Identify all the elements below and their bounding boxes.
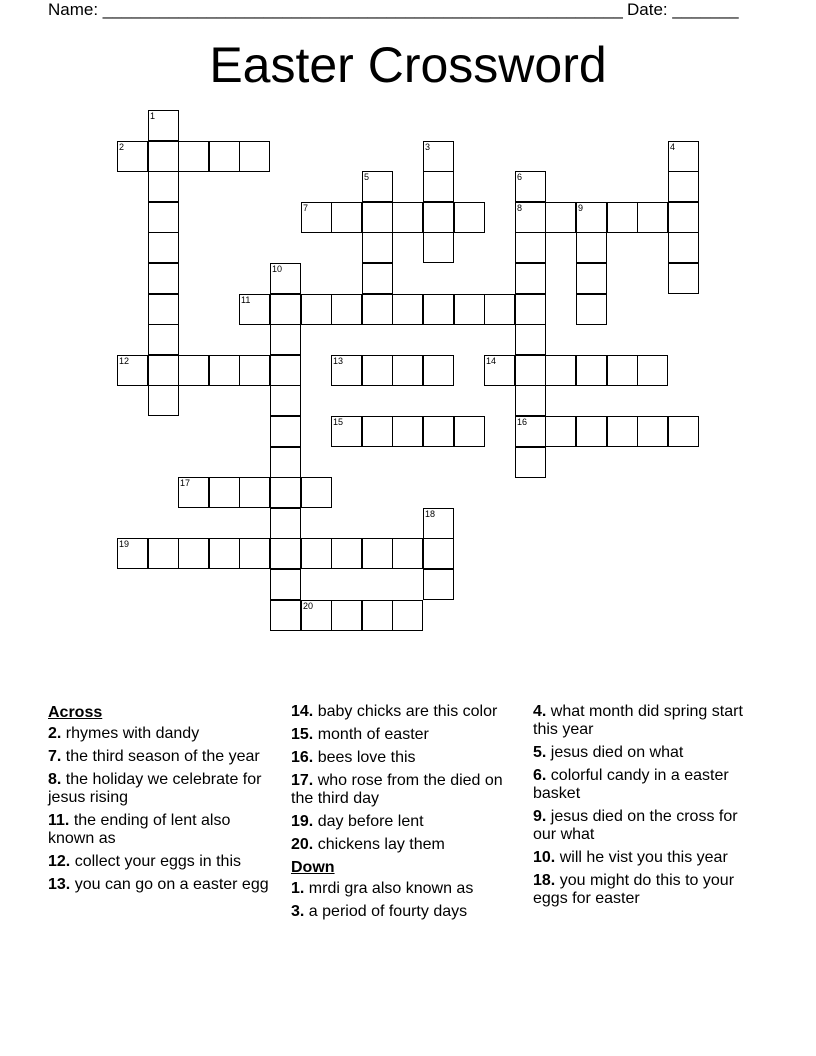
clue-across-8: 8. the holiday we celebrate for jesus rising xyxy=(48,771,262,806)
grid-cell[interactable] xyxy=(423,569,454,600)
grid-cell[interactable] xyxy=(301,294,332,325)
clue-down-18: 18. you might do this to your eggs for easter xyxy=(533,872,735,907)
grid-cell[interactable] xyxy=(362,263,393,294)
cell-number: 14 xyxy=(486,356,497,366)
grid-cell[interactable] xyxy=(515,324,546,355)
grid-cell[interactable] xyxy=(270,447,301,478)
grid-cell[interactable] xyxy=(392,600,423,631)
grid-cell[interactable] xyxy=(637,202,668,233)
clue-down-9: 9. jesus died on the cross for our what xyxy=(533,808,738,843)
clue-down-5: 5. jesus died on what xyxy=(533,744,684,761)
grid-cell[interactable] xyxy=(545,416,576,447)
grid-cell[interactable] xyxy=(270,416,301,447)
grid-cell[interactable] xyxy=(576,416,607,447)
clue-across-2: 2. rhymes with dandy xyxy=(48,725,200,742)
clue-down-6: 6. colorful candy in a easter basket xyxy=(533,767,729,802)
cell-number: 6 xyxy=(517,172,523,182)
cell-number: 18 xyxy=(425,509,436,519)
grid-cell[interactable] xyxy=(668,171,699,202)
clue-down-1: 1. mrdi gra also known as xyxy=(291,880,474,897)
cell-number: 4 xyxy=(670,142,676,152)
cell-number: 11 xyxy=(241,295,251,305)
cell-number: 16 xyxy=(517,417,528,427)
grid-cell[interactable] xyxy=(331,202,362,233)
cell-number: 10 xyxy=(272,264,283,274)
grid-cell[interactable] xyxy=(668,416,699,447)
grid-cell[interactable] xyxy=(301,538,332,569)
grid-cell[interactable] xyxy=(423,202,454,233)
grid-cell[interactable] xyxy=(270,538,301,569)
across-heading: Across xyxy=(48,704,103,721)
grid-cell[interactable] xyxy=(515,416,546,447)
cell-number: 9 xyxy=(578,203,584,213)
grid-cell[interactable] xyxy=(270,294,301,325)
grid-cell[interactable] xyxy=(454,294,485,325)
grid-cell[interactable] xyxy=(331,600,362,631)
cell-number: 19 xyxy=(119,539,130,549)
page-title: Easter Crossword xyxy=(209,37,607,93)
clue-down-3: 3. a period of fourty days xyxy=(291,903,468,920)
clue-down-4: 4. what month did spring start this year xyxy=(533,703,743,738)
grid-cell[interactable] xyxy=(301,600,332,631)
grid-cell[interactable] xyxy=(454,202,485,233)
grid-cell[interactable] xyxy=(239,294,270,325)
grid-cell[interactable] xyxy=(148,232,179,263)
grid-cell[interactable] xyxy=(392,416,423,447)
grid-cell[interactable] xyxy=(331,538,362,569)
clue-across-17: 17. who rose from the died on the third day xyxy=(291,772,503,807)
clue-across-14: 14. baby chicks are this color xyxy=(291,703,498,720)
grid-cell[interactable] xyxy=(239,355,270,386)
grid-cell[interactable] xyxy=(637,416,668,447)
grid-cell[interactable] xyxy=(178,355,209,386)
grid-cell[interactable] xyxy=(362,538,393,569)
grid-cell[interactable] xyxy=(607,202,638,233)
clue-across-7: 7. the third season of the year xyxy=(48,748,260,765)
grid-cell[interactable] xyxy=(239,141,270,172)
grid-cell[interactable] xyxy=(148,202,179,233)
grid-cell[interactable] xyxy=(423,141,454,172)
clue-across-11: 11. the ending of lent also known as xyxy=(48,812,231,847)
clue-column-1 xyxy=(48,703,278,899)
grid-cell[interactable] xyxy=(576,294,607,325)
grid-cell[interactable] xyxy=(239,477,270,508)
grid-cell[interactable] xyxy=(178,477,209,508)
grid-cell[interactable] xyxy=(270,355,301,386)
grid-cell[interactable] xyxy=(270,477,301,508)
grid-cell[interactable] xyxy=(515,202,546,233)
cell-number: 17 xyxy=(180,478,191,488)
cell-number: 5 xyxy=(364,172,370,182)
grid-cell[interactable] xyxy=(301,477,332,508)
grid-cell[interactable] xyxy=(576,355,607,386)
grid-cell[interactable] xyxy=(362,232,393,263)
grid-cell[interactable] xyxy=(515,385,546,416)
grid-cell[interactable] xyxy=(362,416,393,447)
grid-cell[interactable] xyxy=(117,355,148,386)
grid-cell[interactable] xyxy=(607,416,638,447)
grid-cell[interactable] xyxy=(576,232,607,263)
grid-cell[interactable] xyxy=(148,385,179,416)
grid-cell[interactable] xyxy=(423,416,454,447)
cell-number: 12 xyxy=(119,356,130,366)
grid-cell[interactable] xyxy=(668,141,699,172)
grid-cell[interactable] xyxy=(454,416,485,447)
grid-cell[interactable] xyxy=(607,355,638,386)
grid-cell[interactable] xyxy=(270,263,301,294)
grid-cell[interactable] xyxy=(362,355,393,386)
grid-cell[interactable] xyxy=(576,202,607,233)
clue-across-13: 13. you can go on a easter egg xyxy=(48,876,269,893)
name-field[interactable]: Name: _______________________________________________________ xyxy=(48,0,623,19)
grid-cell[interactable] xyxy=(117,141,148,172)
grid-cell[interactable] xyxy=(484,355,515,386)
grid-cell[interactable] xyxy=(301,202,332,233)
grid-cell[interactable] xyxy=(331,355,362,386)
grid-cell[interactable] xyxy=(668,202,699,233)
grid-cell[interactable] xyxy=(392,294,423,325)
grid-cell[interactable] xyxy=(423,355,454,386)
down-heading: Down xyxy=(291,859,335,876)
grid-cell[interactable] xyxy=(362,202,393,233)
date-field[interactable]: Date: _______ xyxy=(627,0,739,19)
grid-cell[interactable] xyxy=(576,263,607,294)
grid-cell[interactable] xyxy=(148,141,179,172)
grid-cell[interactable] xyxy=(423,232,454,263)
grid-cell[interactable] xyxy=(545,202,576,233)
cell-number: 20 xyxy=(303,601,314,611)
clue-column-2 xyxy=(291,703,521,926)
grid-cell[interactable] xyxy=(515,263,546,294)
grid-cell[interactable] xyxy=(148,538,179,569)
grid-cell[interactable] xyxy=(515,232,546,263)
grid-cell[interactable] xyxy=(515,294,546,325)
grid-cell[interactable] xyxy=(209,538,240,569)
grid-cell[interactable] xyxy=(362,171,393,202)
cell-number: 3 xyxy=(425,142,431,152)
grid-cell[interactable] xyxy=(392,538,423,569)
grid-cell[interactable] xyxy=(484,294,515,325)
cell-number: 1 xyxy=(150,111,156,121)
cell-number: 15 xyxy=(333,417,344,427)
grid-cell[interactable] xyxy=(423,508,454,539)
grid-cell[interactable] xyxy=(270,508,301,539)
grid-cell[interactable] xyxy=(515,171,546,202)
grid-cell[interactable] xyxy=(331,416,362,447)
grid-cell[interactable] xyxy=(209,355,240,386)
grid-cell[interactable] xyxy=(209,477,240,508)
grid-cell[interactable] xyxy=(148,263,179,294)
grid-cell[interactable] xyxy=(209,141,240,172)
clue-across-20: 20. chickens lay them xyxy=(291,836,445,853)
grid-cell[interactable] xyxy=(423,538,454,569)
grid-cell[interactable] xyxy=(423,171,454,202)
grid-cell[interactable] xyxy=(331,294,362,325)
cell-number: 8 xyxy=(517,203,523,213)
grid-cell[interactable] xyxy=(270,600,301,631)
grid-cell[interactable] xyxy=(148,324,179,355)
grid-cell[interactable] xyxy=(117,538,148,569)
cell-number: 2 xyxy=(119,142,125,152)
grid-cell[interactable] xyxy=(178,538,209,569)
grid-cell[interactable] xyxy=(270,385,301,416)
grid-cell[interactable] xyxy=(515,355,546,386)
clue-down-10: 10. will he vist you this year xyxy=(533,849,728,866)
cell-number: 13 xyxy=(333,356,344,366)
grid-cell[interactable] xyxy=(178,141,209,172)
grid-cell[interactable] xyxy=(362,600,393,631)
grid-cell[interactable] xyxy=(392,202,423,233)
cell-number: 7 xyxy=(303,203,309,213)
clue-across-19: 19. day before lent xyxy=(291,813,424,830)
grid-cell[interactable] xyxy=(148,355,179,386)
grid-cell[interactable] xyxy=(148,294,179,325)
grid-cell[interactable] xyxy=(270,569,301,600)
clue-column-3 xyxy=(533,703,763,913)
grid-cell[interactable] xyxy=(362,294,393,325)
grid-cell[interactable] xyxy=(423,294,454,325)
grid-cell[interactable] xyxy=(515,447,546,478)
grid-cell[interactable] xyxy=(148,171,179,202)
grid-cell[interactable] xyxy=(148,110,179,141)
grid-cell[interactable] xyxy=(392,355,423,386)
grid-cell[interactable] xyxy=(239,538,270,569)
clue-across-15: 15. month of easter xyxy=(291,726,429,743)
grid-cell[interactable] xyxy=(668,232,699,263)
grid-cell[interactable] xyxy=(637,355,668,386)
grid-cell[interactable] xyxy=(270,324,301,355)
grid-cell[interactable] xyxy=(668,263,699,294)
clue-across-12: 12. collect your eggs in this xyxy=(48,853,242,870)
grid-cell[interactable] xyxy=(545,355,576,386)
clue-across-16: 16. bees love this xyxy=(291,749,416,766)
